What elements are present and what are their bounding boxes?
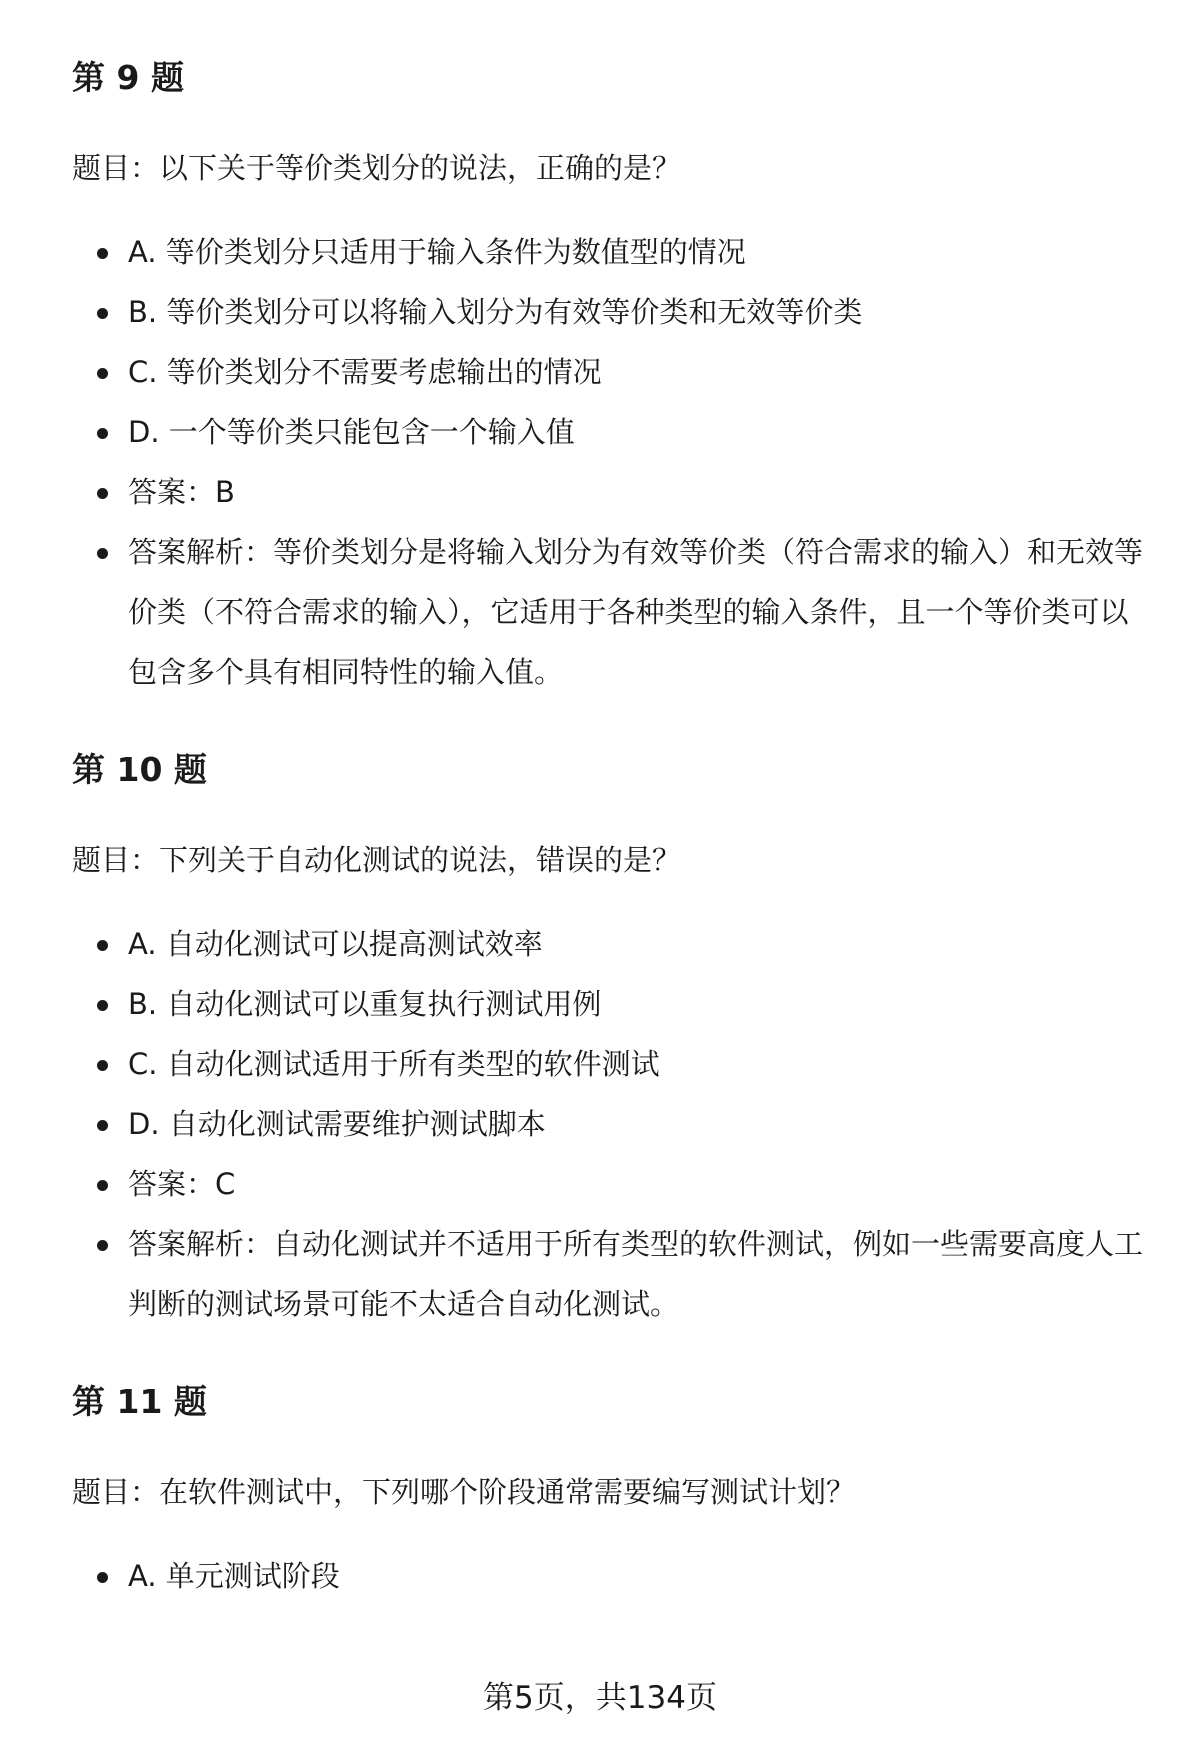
- question-stem: 题目：以下关于等价类划分的说法，正确的是？: [72, 151, 682, 185]
- option-c: C. 等价类划分不需要考虑输出的情况: [128, 342, 1144, 402]
- option-list: [72, 222, 1144, 702]
- question-heading: 第 10 题: [72, 750, 207, 789]
- answer-explanation: 答案解析：自动化测试并不适用于所有类型的软件测试，例如一些需要高度人工判断的测试场景可能不太适合自动化测试。: [128, 1214, 1144, 1334]
- question-10: [72, 750, 1144, 1334]
- option-list: [72, 914, 1144, 1334]
- option-d: D. 自动化测试需要维护测试脚本: [128, 1094, 1144, 1154]
- question-9: [72, 58, 1144, 702]
- option-a: A. 单元测试阶段: [128, 1546, 1144, 1606]
- option-a: A. 等价类划分只适用于输入条件为数值型的情况: [128, 222, 1144, 282]
- question-heading: 第 11 题: [72, 1382, 207, 1421]
- option-a: A. 自动化测试可以提高测试效率: [128, 914, 1144, 974]
- option-c: C. 自动化测试适用于所有类型的软件测试: [128, 1034, 1144, 1094]
- question-11: [72, 1382, 1144, 1606]
- option-b: B. 自动化测试可以重复执行测试用例: [128, 974, 1144, 1034]
- question-heading: 第 9 题: [72, 58, 184, 97]
- page-footer: 第5页，共134页: [483, 1680, 717, 1716]
- document-page: [72, 58, 1144, 1606]
- option-b: B. 等价类划分可以将输入划分为有效等价类和无效等价类: [128, 282, 1144, 342]
- option-d: D. 一个等价类只能包含一个输入值: [128, 402, 1144, 462]
- option-list: [72, 1546, 1144, 1606]
- question-stem: 题目：在软件测试中，下列哪个阶段通常需要编写测试计划？: [72, 1475, 856, 1509]
- answer: 答案：B: [128, 462, 1144, 522]
- question-stem: 题目：下列关于自动化测试的说法，错误的是？: [72, 843, 682, 877]
- answer: 答案：C: [128, 1154, 1144, 1214]
- answer-explanation: 答案解析：等价类划分是将输入划分为有效等价类（符合需求的输入）和无效等价类（不符合需求的输入），它适用于各种类型的输入条件，且一个等价类可以包含多个具有相同特性的输入值。: [128, 522, 1144, 702]
